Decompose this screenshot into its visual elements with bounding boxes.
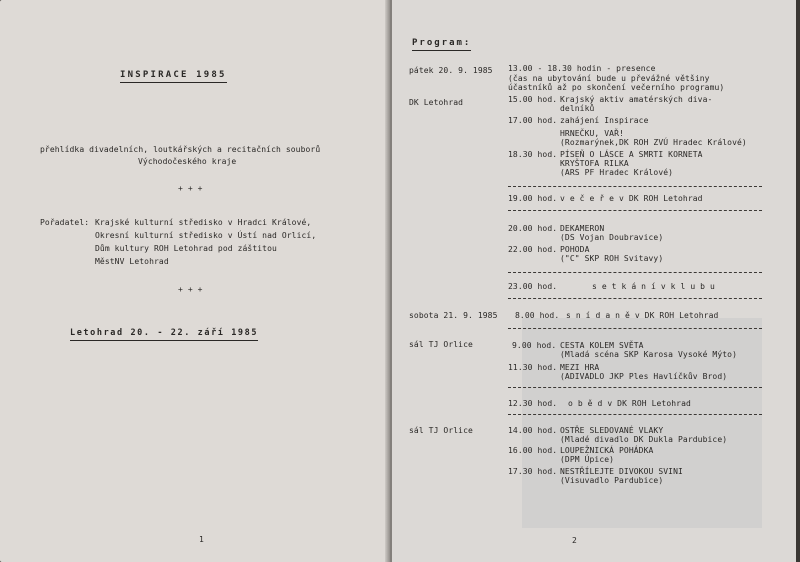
entry-time: 17.30 hod. <box>508 467 558 476</box>
entry-time: 20.00 hod. <box>508 224 558 233</box>
divider: + + + <box>178 285 203 294</box>
entry-text: NESTŘÍLEJTE DIVOKOU SVINI <box>560 467 683 476</box>
entry-text: (ADIVADLO JKP Ples Havlíčkův Brod) <box>560 372 728 381</box>
dashed-separator <box>508 328 762 329</box>
entry-time: 16.00 hod. <box>508 446 558 455</box>
entry-text: (ARS PF Hradec Králové) <box>560 168 674 177</box>
left-page <box>0 0 390 562</box>
dashed-separator <box>508 414 762 415</box>
entry-text: Krajský aktiv amatérských diva- <box>560 95 713 104</box>
entry-text: účastníků až po skončení večerního programu) <box>508 83 725 92</box>
entry-time: 11.30 hod. <box>508 363 558 372</box>
entry-time: 19.00 hod. <box>508 194 558 203</box>
entry-text: v e č e ř e v DK ROH Letohrad <box>560 194 703 203</box>
entry-time: 13.00 - 18.30 hodin - presence <box>508 64 656 73</box>
dashed-separator <box>508 298 762 299</box>
subtitle-line-2: Východočeského kraje <box>138 157 237 166</box>
entry-text: s n í d a n ě v DK ROH Letohrad <box>566 311 719 320</box>
organizer-line-2: Okresní kulturní středisko v Ústí nad Orlicí, <box>95 231 317 240</box>
place-and-date: Letohrad 20. - 22. září 1985 <box>70 328 258 341</box>
entry-text: DEKAMERON <box>560 224 605 233</box>
entry-time: 15.00 hod. <box>508 95 558 104</box>
entry-text: zahájení Inspirace <box>560 116 649 125</box>
dashed-separator <box>508 186 762 187</box>
entry-text: (Mladá scéna SKP Karosa Vysoké Mýto) <box>560 350 737 359</box>
dashed-separator <box>508 210 762 211</box>
subtitle-line-1: přehlídka divadelních, loutkářských a recitačních souborů <box>40 145 321 154</box>
entry-time: 12.30 hod. <box>508 399 558 408</box>
entry-text: (DS Vojan Doubravice) <box>560 233 664 242</box>
entry-text: (Mladé divadlo DK Dukla Pardubice) <box>560 435 728 444</box>
day-label-friday: pátek 20. 9. 1985 <box>409 66 493 75</box>
organizer-line-1: Krajské kulturní středisko v Hradci Králové, <box>95 218 312 227</box>
entry-time: 8.00 hod. <box>515 311 560 320</box>
entry-time: 23.00 hod. <box>508 282 558 291</box>
entry-text: PÍSEŇ O LÁSCE A SMRTI KORNETA <box>560 150 703 159</box>
entry-text: (čas na ubytování bude u převážné většiny <box>508 74 710 83</box>
organizer-label: Pořadatel: <box>40 218 90 227</box>
entry-text: LOUPEŽNICKÁ POHÁDKA <box>560 446 654 455</box>
entry-text: (Rozmarýnek,DK ROH ZVÚ Hradec Králové) <box>560 138 747 147</box>
entry-time: 17.00 hod. <box>508 116 558 125</box>
organizer-line-3: Dům kultury ROH Letohrad pod záštitou <box>95 244 277 253</box>
booklet-title: INSPIRACE 1985 <box>120 70 227 83</box>
divider: + + + <box>178 184 203 193</box>
entry-text: (DPM Úpice) <box>560 455 615 464</box>
entry-text: o b ě d v DK ROH Letohrad <box>568 399 691 408</box>
entry-text: HRNEČKU, VAŘ! <box>560 129 624 138</box>
organizer-line-4: MěstNV Letohrad <box>95 257 169 266</box>
entry-text: delníků <box>560 104 595 113</box>
entry-text: ("C" SKP ROH Svitavy) <box>560 254 664 263</box>
entry-text: CESTA KOLEM SVĚTA <box>560 341 644 350</box>
dashed-separator <box>508 272 762 273</box>
venue-label: sál TJ Orlice <box>409 426 473 435</box>
entry-text: KRYŠTOFA RILKA <box>560 159 629 168</box>
entry-time: 18.30 hod. <box>508 150 558 159</box>
page-number: 1 <box>199 535 204 544</box>
entry-time: 14.00 hod. <box>508 426 558 435</box>
day-label-saturday: sobota 21. 9. 1985 <box>409 311 498 320</box>
entry-text: (Visuvadlo Pardubice) <box>560 476 664 485</box>
venue-label: sál TJ Orlice <box>409 340 473 349</box>
entry-text: POHODA <box>560 245 590 254</box>
entry-text: OSTŘE SLEDOVANÉ VLAKY <box>560 426 664 435</box>
right-page <box>392 0 796 562</box>
entry-time: 22.00 hod. <box>508 245 558 254</box>
entry-text: MEZI HRA <box>560 363 600 372</box>
entry-time: 9.00 hod. <box>512 341 557 350</box>
program-heading: Program: <box>412 38 471 51</box>
venue-label: DK Letohrad <box>409 98 464 107</box>
entry-text: s e t k á n í v k l u b u <box>592 282 715 291</box>
dashed-separator <box>508 387 762 388</box>
page-number: 2 <box>572 536 577 545</box>
